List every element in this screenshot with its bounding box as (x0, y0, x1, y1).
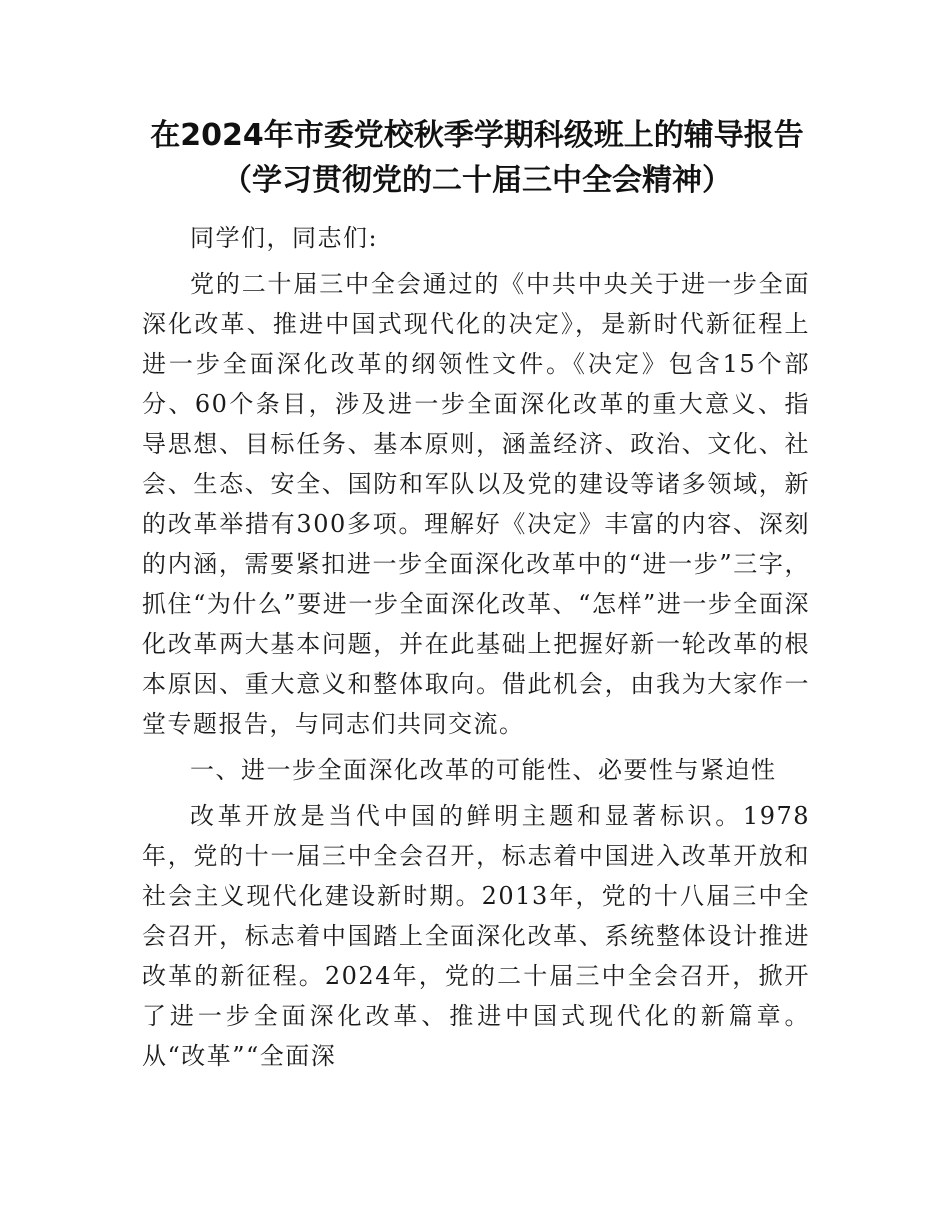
section-heading: 一、进一步全面深化改革的可能性、必要性与紧迫性 (190, 756, 777, 784)
document-title: 在2024年市委党校秋季学期科级班上的辅导报告（学习贯彻党的二十届三中全会精神） (150, 118, 804, 198)
document-body (142, 218, 810, 1082)
intro-paragraph: 党的二十届三中全会通过的《中共中央关于进一步全面深化改革、推进中国式现代化的决定》，是新时代新征程上进一步全面深化改革的纲领性文件。《决定》包含15个部分、60个条目，涉及进一步全面深化改革的重大意义、指导思想、目标任务、基本原则，涵盖经济、政治、文化、社会、生态、安全、国防和军队以及党的建设等诸多领域，新的改革举措有300多项。理解好《决定》丰富的内容、深刻的内涵，需要紧扣进一步全面深化改革中的“进一步”三字，抓住“为什么”要进一步全面深化改革、“怎样”进一步全面深化改革两大基本问题，并在此基础上把握好新一轮改革的根本原因、重大意义和整体取向。借此机会，由我为大家作一堂专题报告，与同志们共同交流。 (142, 270, 810, 738)
section-paragraph: 改革开放是当代中国的鲜明主题和显著标识。1978年，党的十一届三中全会召开，标志着中国进入改革开放和社会主义现代化建设新时期。2013年，党的十八届三中全会召开，标志着中国踏上全面深化改革、系统整体设计推进改革的新征程。2024年，党的二十届三中全会召开，掀开了进一步全面深化改革、推进中国式现代化的新篇章。从“改革”“全面深 (142, 802, 810, 1070)
salutation: 同学们，同志们: (190, 224, 379, 252)
